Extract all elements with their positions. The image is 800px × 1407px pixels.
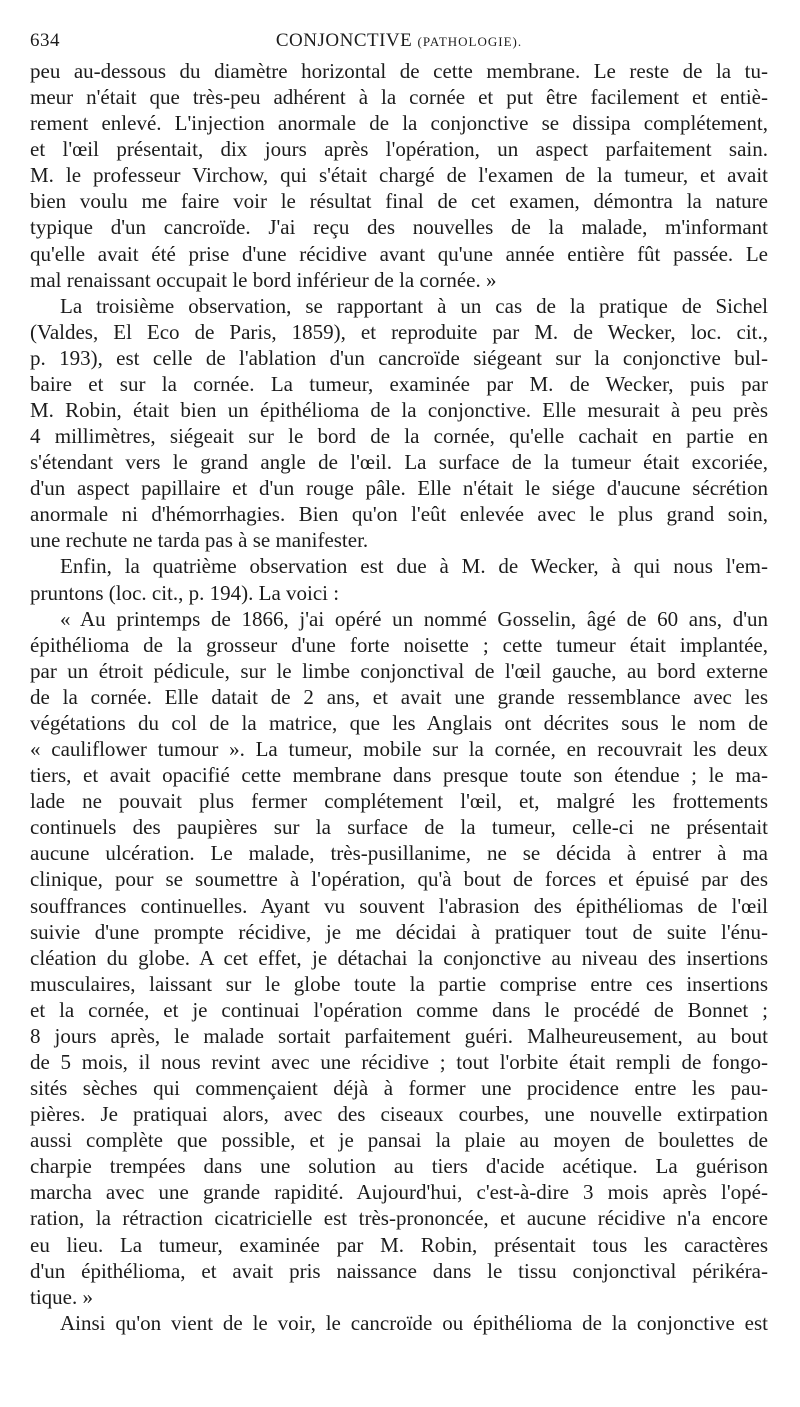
running-title [30, 30, 768, 52]
page-number: 634 [30, 30, 60, 51]
text-line: 4 millimètres, siégeait sur le bord de la cornée, qu'elle cachait en partie en [30, 424, 768, 449]
text-line: eu lieu. La tumeur, examinée par M. Robin, présentait tous les caractères [30, 1232, 768, 1257]
text-line: s'étendant vers le grand angle de l'œil. La surface de la tumeur était excoriée, [30, 450, 768, 475]
text-line: charpie trempées dans une solution au tiers d'acide acétique. La guérison [30, 1154, 768, 1179]
text-line: aucune ulcération. Le malade, très-pusillanime, ne se décida à entrer à ma [30, 841, 768, 866]
text-line: et la cornée, et je continuai l'opération comme dans le procédé de Bonnet ; [30, 997, 768, 1022]
text-line: baire et sur la cornée. La tumeur, examinée par M. de Wecker, puis par [30, 371, 768, 396]
page [30, 26, 768, 1336]
text-line: d'un épithélioma, et avait pris naissance dans le tissu conjonctival périkéra- [30, 1258, 768, 1283]
text-line: tiers, et avait opacifié cette membrane dans presque toute son étendue ; le ma- [30, 763, 768, 788]
text-line: suivie d'une prompte récidive, je me décidai à pratiquer tout de suite l'énu- [30, 919, 768, 944]
text-line: anormale ni d'hémorrhagies. Bien qu'on l'eût enlevée avec le plus grand soin, [30, 502, 768, 527]
text-line: une rechute ne tarda pas à se manifester. [30, 528, 369, 553]
text-line: et l'œil présentait, dix jours après l'opération, un aspect parfaitement sain. [30, 137, 768, 162]
text-line: aussi complète que possible, et je pansai la plaie au moyen de boulettes de [30, 1128, 768, 1153]
text-line: par un étroit pédicule, sur le limbe conjonctival de l'œil gauche, au bord externe [30, 658, 768, 683]
running-header [30, 26, 768, 56]
text-line: 8 jours après, le malade sortait parfaitement guéri. Malheureusement, au bout [30, 1023, 768, 1048]
text-line: lade ne pouvait plus fermer complétement l'œil, et, malgré les frottements [30, 789, 768, 814]
text-line: (Valdes, El Eco de Paris, 1859), et reproduite par M. de Wecker, loc. cit., [30, 319, 768, 344]
text-line: cléation du globe. A cet effet, je détachai la conjonctive au niveau des insertions [30, 945, 768, 970]
text-line: typique d'un cancroïde. J'ai reçu des nouvelles de la malade, m'informant [30, 215, 768, 240]
text-line: qu'elle avait été prise d'une récidive avant qu'une année entière fût passée. Le [30, 241, 768, 266]
text-line: sités sèches qui commençaient déjà à former une procidence entre les pau- [30, 1076, 768, 1101]
text-line: marcha avec une grande rapidité. Aujourd'hui, c'est-à-dire 3 mois après l'opé- [30, 1180, 768, 1205]
text-line: « Au printemps de 1866, j'ai opéré un nommé Gosselin, âgé de 60 ans, d'un [60, 606, 768, 631]
text-line: La troisième observation, se rapportant à un cas de la pratique de Sichel [60, 293, 768, 318]
text-line: Enfin, la quatrième observation est due à M. de Wecker, à qui nous l'em- [60, 554, 768, 579]
text-line: végétations du col de la matrice, que les Anglais ont décrites sous le nom de [30, 710, 768, 735]
text-line: continuels des paupières sur la surface de la tumeur, celle-ci ne présentait [30, 815, 768, 840]
text-line: épithélioma de la grosseur d'une forte noisette ; cette tumeur était implantée, [30, 632, 768, 657]
text-line: meur n'était que très-peu adhérent à la cornée et put être facilement et entiè- [30, 85, 768, 110]
text-line: d'un aspect papillaire et d'un rouge pâle. Elle n'était le siége d'aucune sécrétion [30, 476, 768, 501]
text-line: peu au-dessous du diamètre horizontal de cette membrane. Le reste de la tu- [30, 59, 768, 83]
text-line: p. 193), est celle de l'ablation d'un cancroïde siégeant sur la conjonctive bul- [30, 345, 768, 370]
running-title-main: CONJONCTIVE [275, 30, 413, 51]
text-line: mal renaissant occupait le bord inférieur de la cornée. » [30, 267, 497, 292]
text-line: pières. Je pratiquai alors, avec des ciseaux courbes, une nouvelle extirpation [30, 1102, 768, 1127]
text-line: « cauliflower tumour ». La tumeur, mobile sur la cornée, en recouvrait les deux [30, 737, 768, 762]
text-line: bien voulu me faire voir le résultat final de cet examen, démontra la nature [30, 189, 768, 214]
body-text [30, 58, 768, 1336]
text-line: rement enlevé. L'injection anormale de la conjonctive se dissipa complétement, [30, 111, 768, 136]
text-line: tique. » [30, 1284, 93, 1309]
text-line: M. le professeur Virchow, qui s'était chargé de l'examen de la tumeur, et avait [30, 163, 768, 188]
text-line: M. Robin, était bien un épithélioma de la conjonctive. Elle mesurait à peu près [30, 398, 768, 423]
text-line: Ainsi qu'on vient de le voir, le cancroïde ou épithélioma de la conjonctive est [60, 1310, 768, 1335]
text-line: clinique, pour se soumettre à l'opération, qu'à bout de forces et épuisé par des [30, 867, 768, 892]
text-line: de la cornée. Elle datait de 2 ans, et avait une grande ressemblance avec les [30, 684, 768, 709]
text-line: musculaires, laissant sur le globe toute la partie comprise entre ces insertions [30, 971, 768, 996]
text-line: de 5 mois, il nous revint avec une récidive ; tout l'orbite était rempli de fongo- [30, 1049, 768, 1074]
text-line: souffrances continuelles. Ayant vu souvent l'abrasion des épithéliomas de l'œil [30, 893, 768, 918]
text-line: ration, la rétraction cicatricielle est très-prononcée, et aucune récidive n'a encore [30, 1206, 768, 1231]
text-line: pruntons (loc. cit., p. 194). La voici : [30, 580, 340, 605]
running-title-sub: (PATHOLOGIE). [417, 34, 523, 49]
